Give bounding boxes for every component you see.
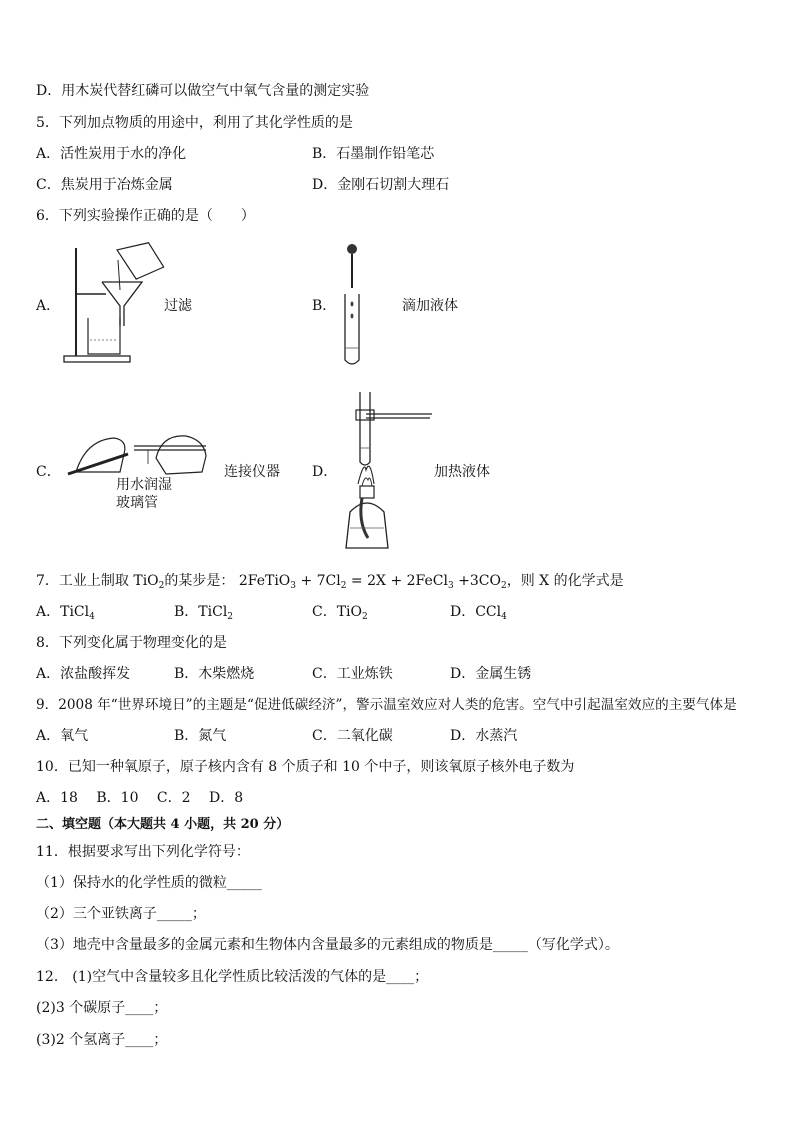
q12-part-3: (3)2 个氢离子____； [36, 1032, 168, 1048]
q6-option-c-note-1: 用水润湿 [116, 477, 172, 493]
dropper-illustration [340, 242, 370, 370]
q7-option-a: A．TiCl$_4$ [36, 604, 95, 622]
filtration-illustration [62, 240, 172, 368]
q10-stem: 10．已知一种氧原子，原子核内含有 8 个质子和 10 个中子，则该氧原子核外电子数为 [36, 759, 575, 775]
q6-option-a-caption: 过滤 [164, 298, 192, 314]
q11-stem: 11．根据要求写出下列化学符号： [36, 844, 250, 860]
heating-liquid-illustration [340, 388, 436, 558]
q9-option-a: A．氧气 [36, 728, 89, 744]
q6-option-b-label: B． [312, 298, 337, 314]
q9-option-c: C．二氧化碳 [312, 728, 393, 744]
q7-stem: 7．工业上制取 TiO$_2$的某步是： 2FeTiO$_3$ + $7Cl_2 = 2X$ + 2FeCl$_3$ $+3CO_2$，则 X 的化学式是 [36, 573, 624, 591]
q6-option-a-label: A． [36, 298, 61, 314]
q7-option-d: D．CCl$_4$ [450, 604, 507, 622]
q9-option-b: B．氮气 [174, 728, 227, 744]
q6-option-c-caption: 连接仪器 [224, 464, 280, 480]
q5-option-a: A．活性炭用于水的净化 [36, 146, 187, 162]
q6-option-d-label: D． [312, 464, 338, 480]
q12-part-1: 12． (1)空气中含量较多且化学性质比较活泼的气体的是____； [36, 969, 429, 985]
q8-option-c: C．工业炼铁 [312, 666, 393, 682]
q9-option-d: D．水蒸汽 [450, 728, 518, 744]
q5-stem: 5．下列加点物质的用途中，利用了其化学性质的是 [36, 115, 353, 131]
q6-option-d-caption: 加热液体 [434, 464, 490, 480]
q6-option-b-caption: 滴加液体 [402, 298, 458, 314]
q8-option-b: B．木柴燃烧 [174, 666, 255, 682]
q12-part-2: (2)3 个碳原子____； [36, 1000, 168, 1016]
q11-part-2: （2）三个亚铁离子_____； [36, 906, 206, 922]
q10-options: A．18 B．10 C．2 D．8 [36, 790, 244, 806]
q5-option-d: D．金刚石切割大理石 [312, 177, 450, 193]
q5-option-c: C．焦炭用于冶炼金属 [36, 177, 173, 193]
q8-option-d: D．金属生锈 [450, 666, 532, 682]
q5-option-b: B．石墨制作铅笔芯 [312, 146, 435, 162]
q6-stem: 6．下列实验操作正确的是（ ） [36, 208, 255, 224]
q9-stem: 9．2008 年“世界环境日”的主题是“促进低碳经济”，警示温室效应对人类的危害。空气中引起温室效应的主要气体是 [36, 697, 737, 713]
q11-part-1: （1）保持水的化学性质的微粒_____ [36, 875, 262, 891]
q6-option-c-note-2: 玻璃管 [116, 495, 158, 511]
q8-option-a: A．浓盐酸挥发 [36, 666, 131, 682]
q6-option-c-label: C． [36, 464, 61, 480]
q11-part-3: （3）地壳中含量最多的金属元素和生物体内含量最多的元素组成的物质是_____（写化学式）。 [36, 937, 619, 953]
section-2-title: 二、填空题（本大题共 4 小题，共 20 分） [36, 817, 290, 832]
q7-option-c: C．TiO$_2$ [312, 604, 368, 622]
q8-stem: 8．下列变化属于物理变化的是 [36, 635, 227, 651]
q4-option-d: D．用木炭代替红磷可以做空气中氧气含量的测定实验 [36, 83, 370, 99]
q7-option-b: B．TiCl$_2$ [174, 604, 234, 622]
